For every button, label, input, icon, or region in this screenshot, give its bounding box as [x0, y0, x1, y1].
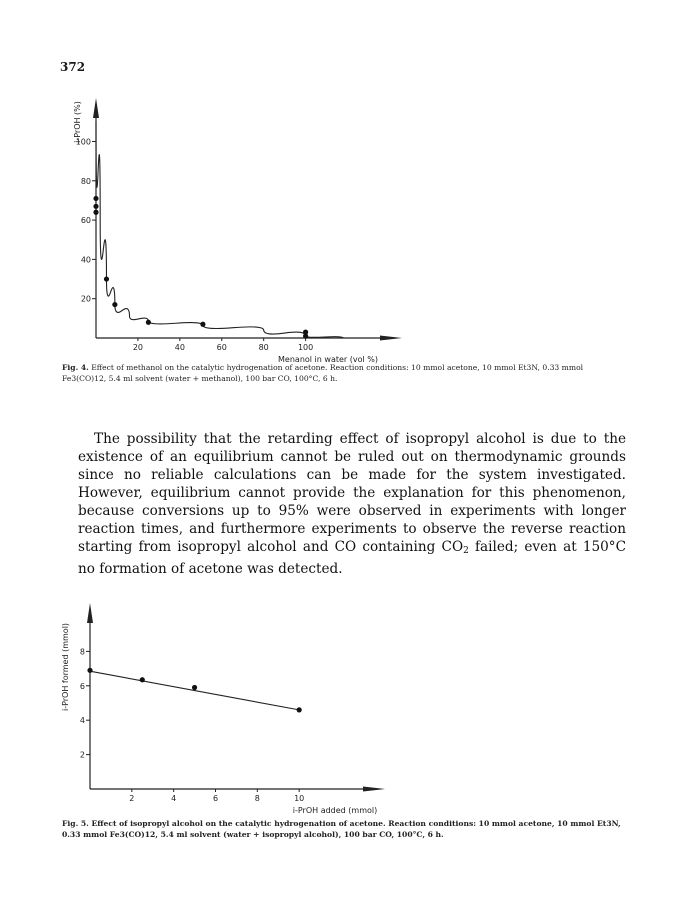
figure-4-chart [0, 80, 680, 365]
fig4-data-point [93, 210, 98, 215]
fig5-data-point [297, 707, 302, 712]
fig4-xtick-label: 80 [258, 343, 269, 352]
fig4-data-point [93, 204, 98, 209]
fig4-xtick-label: 40 [174, 343, 185, 352]
fig4-curve [96, 122, 343, 338]
fig4-ytick-label: 20 [80, 294, 91, 304]
fig4-x-title: Menanol in water (vol %) [278, 355, 378, 364]
figure-4-label: Fig. 4. [62, 363, 89, 372]
fig4-ytick-label: 80 [80, 176, 91, 186]
figure-5-caption [62, 818, 622, 840]
fig4-y-arrow [93, 98, 99, 118]
fig4-data-point [104, 276, 109, 281]
fig4-x-arrow [380, 336, 402, 341]
fig5-data-point [192, 685, 197, 690]
fig4-ytick-label: 40 [80, 255, 91, 265]
figure-5-text: Effect of isopropyl alcohol on the catalytic hydrogenation of acetone. Reaction conditions: 10 mmol acetone, 10 mmol Et3N, 0.33 mmol Fe3(CO)12, 5.4 ml solvent (water + isopropyl alcohol), 100 bar CO, 100°C, 6 h. [62, 819, 621, 839]
figure-5-chart [0, 575, 680, 820]
fig4-ytick-label: 100 [75, 137, 91, 147]
fig4-xtick-label: 20 [132, 343, 144, 352]
fig4-ytick-label: 60 [80, 216, 91, 226]
fig5-xtick-label: 8 [254, 794, 260, 803]
fig4-xtick-label: 60 [216, 343, 227, 352]
fig5-ytick-label: 4 [79, 716, 85, 726]
fig5-xtick-label: 10 [294, 794, 305, 803]
fig5-data-point [87, 668, 92, 673]
fig5-xtick-label: 2 [129, 794, 135, 803]
figure-4-text: Effect of methanol on the catalytic hydrogenation of acetone. Reaction conditions: 10 mmol acetone, 10 mmol Et3N, 0.33 mmol Fe3(CO)12, 5.4 ml solvent (water + methanol), 100 bar CO, 100°C, 6 h. [62, 363, 584, 383]
co2-subscript: 2 [463, 546, 469, 556]
fig5-x-title: i-PrOH added (mmol) [292, 806, 378, 815]
fig4-data-point [303, 330, 308, 335]
fig5-ytick-label: 2 [79, 750, 85, 760]
fig5-data-point [140, 677, 145, 682]
fig4-data-point [200, 322, 205, 327]
page-number: 372 [60, 60, 86, 74]
fig5-xtick-label: 4 [171, 794, 177, 803]
fig5-ytick-label: 8 [79, 647, 85, 657]
fig5-ytick-label: 6 [79, 681, 85, 691]
fig4-data-point [93, 196, 98, 201]
fig5-fit-line [90, 671, 299, 710]
fig4-xtick-label: 100 [297, 343, 314, 352]
body-paragraph [78, 430, 626, 578]
body-paragraph-text: The possibility that the retarding effect of isopropyl alcohol is due to the existence of an equilibrium cannot be ruled out on thermodynamic grounds since no reliable calculations can be made for the system investigated. However, equilibrium cannot provide the explanation for this phenomenon, because conversions up to 95% were observed in experiments with longer reaction times, and furthermore experiments to observe the reverse reaction starting from isopropyl alcohol and CO containing CO [78, 431, 626, 555]
fig5-xtick-label: 6 [212, 794, 219, 803]
fig5-x-arrow [363, 787, 385, 792]
fig5-y-arrow [87, 603, 93, 623]
fig4-data-point [112, 302, 117, 307]
fig5-y-title: i-PrOH formed (mmol) [61, 622, 70, 712]
fig4-y-title: i-PrOH (%) [73, 101, 82, 143]
figure-5-label: Fig. 5. [62, 819, 89, 828]
body-paragraph-end: failed; even at 150°C no formation of acetone was detected. [78, 539, 626, 577]
figure-4-caption [62, 362, 622, 384]
fig4-data-point [146, 320, 151, 325]
